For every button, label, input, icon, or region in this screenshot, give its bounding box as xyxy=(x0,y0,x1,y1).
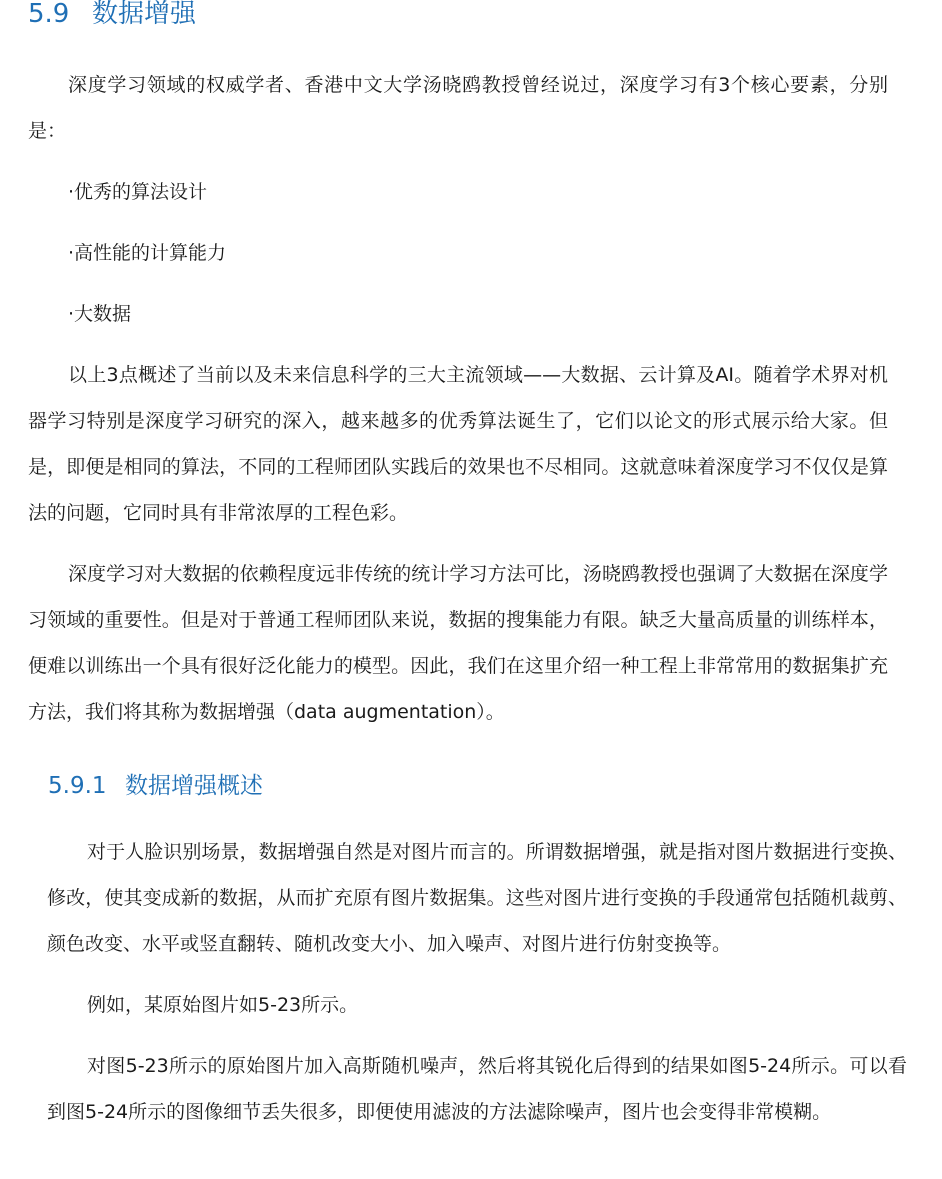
intro-paragraph: 深度学习领域的权威学者、香港中文大学汤晓鸥教授曾经说过，深度学习有3个核心要素，分别是： xyxy=(28,74,888,142)
bullet-item: ·优秀的算法设计 xyxy=(68,181,208,203)
section-title: 数据增强 xyxy=(92,0,197,29)
subsection-title: 数据增强概述 xyxy=(125,773,263,799)
bullet-item: ·大数据 xyxy=(68,303,132,325)
subsection-heading xyxy=(48,766,263,806)
body-paragraph: 对于人脸识别场景，数据增强自然是对图片而言的。所谓数据增强，就是指对图片数据进行变换、修改，使其变成新的数据，从而扩充原有图片数据集。这些对图片进行变换的手段通常包括随机裁剪、颜色改变、水平或竖直翻转、随机改变大小、加入噪声、对图片进行仿射变换等。 xyxy=(47,841,907,955)
section-heading xyxy=(28,0,196,34)
body-paragraph: 以上3点概述了当前以及未来信息科学的三大主流领域——大数据、云计算及AI。随着学术界对机器学习特别是深度学习研究的深入，越来越多的优秀算法诞生了，它们以论文的形式展示给大家。但是，即便是相同的算法，不同的工程师团队实践后的效果也不尽相同。这就意味着深度学习不仅仅是算法的问题，它同时具有非常浓厚的工程色彩。 xyxy=(28,364,888,524)
bullet-item: ·高性能的计算能力 xyxy=(68,242,227,264)
body-paragraph: 对图5-23所示的原始图片加入高斯随机噪声，然后将其锐化后得到的结果如图5-24所示。可以看到图5-24所示的图像细节丢失很多，即便使用滤波的方法滤除噪声，图片也会变得非常模糊。 xyxy=(47,1055,907,1123)
section-number: 5.9 xyxy=(28,0,70,29)
body-paragraph: 例如，某原始图片如5-23所示。 xyxy=(87,994,359,1016)
subsection-number: 5.9.1 xyxy=(48,773,107,799)
body-paragraph: 深度学习对大数据的依赖程度远非传统的统计学习方法可比，汤晓鸥教授也强调了大数据在深度学习领域的重要性。但是对于普通工程师团队来说，数据的搜集能力有限。缺乏大量高质量的训练样本，便难以训练出一个具有很好泛化能力的模型。因此，我们在这里介绍一种工程上非常常用的数据集扩充方法，我们将其称为数据增强（data augmentation）。 xyxy=(28,563,888,723)
